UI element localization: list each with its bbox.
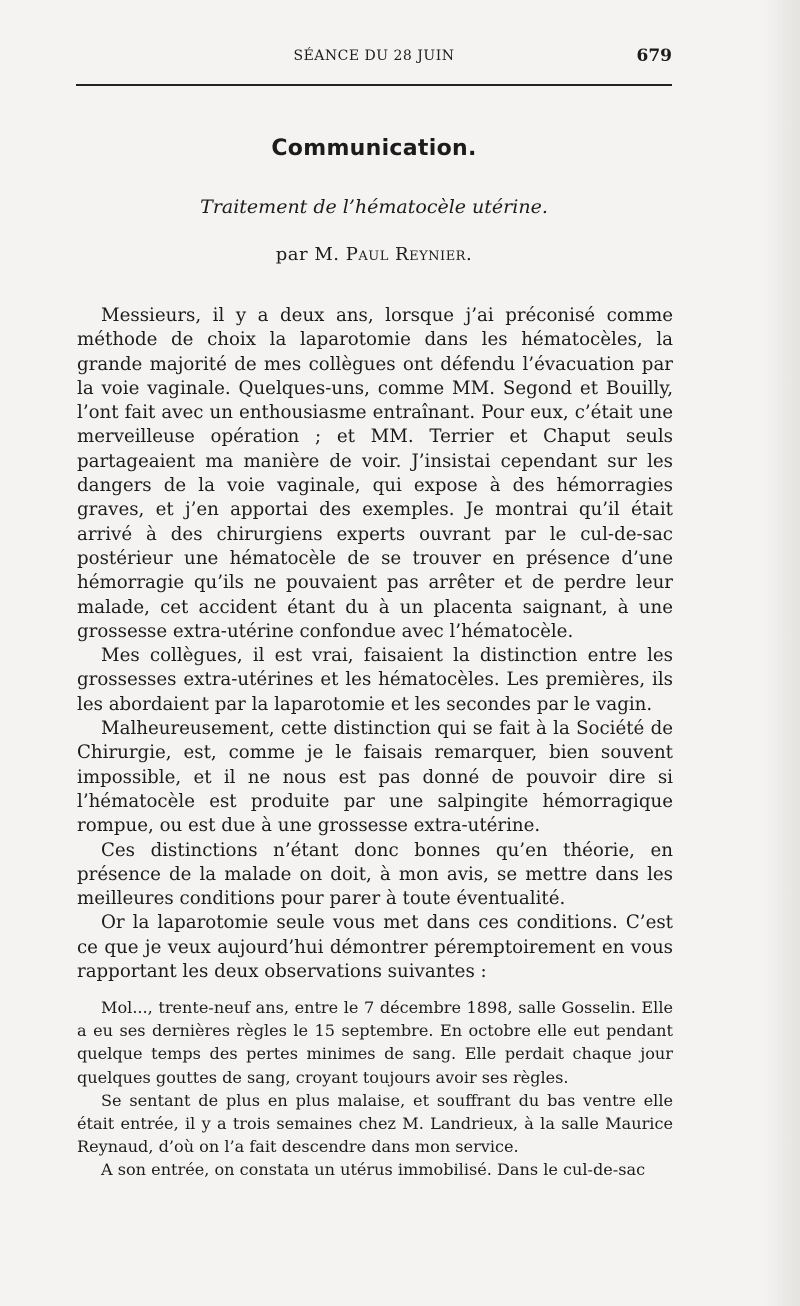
header-rule bbox=[76, 84, 672, 86]
article-title: Traitement de l’hématocèle utérine. bbox=[200, 196, 548, 218]
body-paragraph: Or la laparotomie seule vous met dans ces conditions. C’est ce que je veux aujourd’hui démontrer péremptoirement en vous rapportant les deux observations suivantes : bbox=[77, 912, 673, 983]
page-number: 679 bbox=[636, 46, 672, 66]
observation-paragraph: A son entrée, on constata un utérus immobilisé. Dans le cul-de-sac bbox=[101, 1160, 646, 1180]
body-paragraph: Messieurs, il y a deux ans, lorsque j’ai préconisé comme méthode de choix la laparotomie dans les hématocèles, la grande majorité de mes collègues ont défendu l’évacuation par la voie vaginale. Quelques-uns, comme MM. Segond et Bouilly, l’ont fait avec un enthousiasme entraînant. Pour eux, c’était une merveilleuse opération ; et MM. Terrier et Chaput seuls partageaient ma manière de voir. J’insistai cependant sur les dangers de la voie vaginale, qui expose à des hémorragies graves, et j’en apportai des exemples. Je montrai qu’il était arrivé à des chirurgiens experts ouvrant par le cul-de-sac postérieur une hématocèle de se trouver en présence d’une hémorragie qu’ils ne pouvaient pas arrêter et de perdre leur malade, cet accident étant du à un placenta saignant, à une grossesse extra-utérine confondue avec l’hématocèle. bbox=[77, 305, 673, 642]
section-title: Communication. bbox=[271, 136, 477, 161]
body-paragraph: Ces distinctions n’étant donc bonnes qu’en théorie, en présence de la malade on doit, à mon avis, se mettre dans les meilleures conditions pour parer à toute éventualité. bbox=[77, 839, 673, 910]
page-header bbox=[76, 44, 672, 74]
observation-body bbox=[77, 996, 673, 1182]
byline-prefix: par M. bbox=[275, 244, 340, 265]
observation-paragraph: Mol..., trente-neuf ans, entre le 7 décembre 1898, salle Gosselin. Elle a eu ses dernières règles le 15 septembre. En octobre elle eut pendant quelque temps des pertes minimes de sang. Elle perdait chaque jour quelques gouttes de sang, croyant toujours avoir ses règles. bbox=[77, 998, 673, 1087]
body-paragraph: Mes collègues, il est vrai, faisaient la distinction entre les grossesses extra-utérines et les hématocèles. Les premières, ils les abordaient par la laparotomie et les secondes par le vagin. bbox=[77, 645, 673, 715]
byline bbox=[76, 244, 672, 265]
running-head: SÉANCE DU 28 JUIN bbox=[293, 48, 455, 64]
body-paragraph: Malheureusement, cette distinction qui se fait à la Société de Chirurgie, est, comme je le faisais remarquer, bien souvent impossible, et il ne nous est pas donné de pouvoir dire si l’hématocèle est produite par une salpingite hémorragique rompue, ou est due à une grossesse extra-utérine. bbox=[77, 718, 673, 837]
communication-body bbox=[77, 304, 673, 984]
author-name: Paul Reynier. bbox=[345, 244, 473, 265]
observation-paragraph: Se sentant de plus en plus malaise, et souffrant du bas ventre elle était entrée, il y a trois semaines chez M. Landrieux, à la salle Maurice Reynaud, d’où on l’a fait descendre dans mon service. bbox=[77, 1090, 673, 1157]
scan-edge-shading bbox=[764, 0, 800, 1306]
